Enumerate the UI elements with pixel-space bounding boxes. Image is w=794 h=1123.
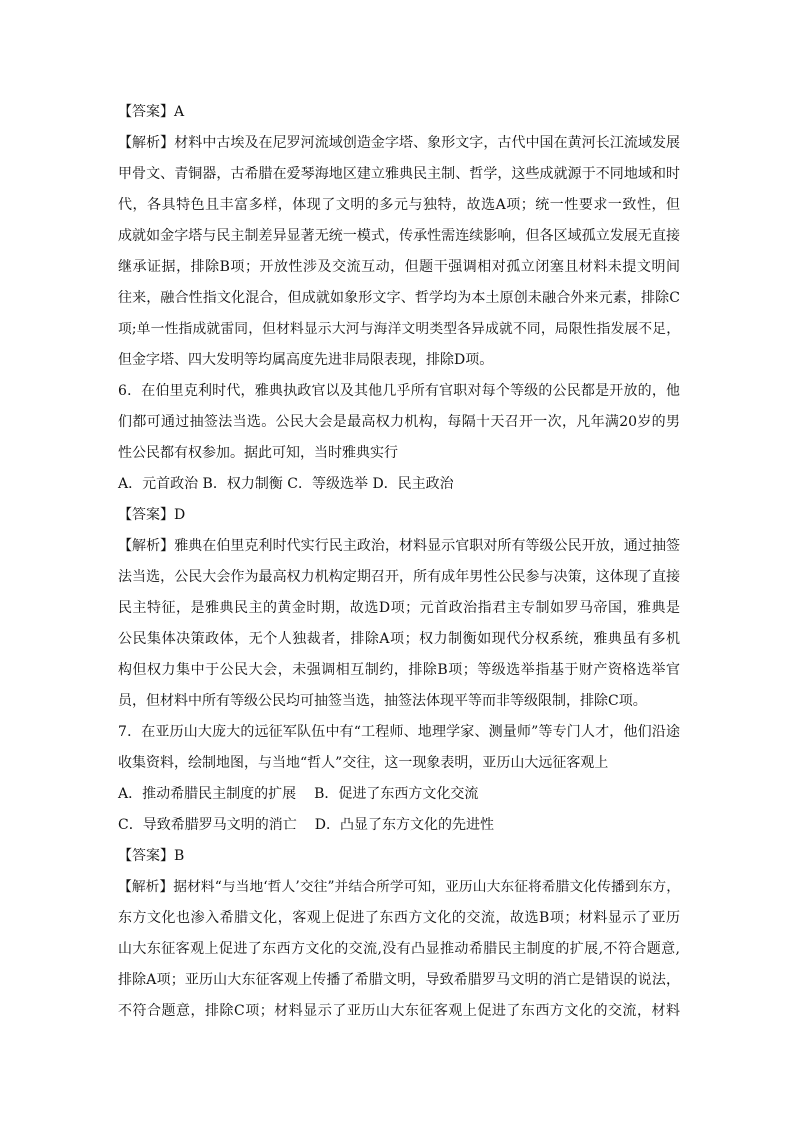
analysis-line: 法当选，公民大会作为最高权力机构定期召开，所有成年男性公民参与决策，这体现了直接 [118, 569, 680, 585]
option-c: C．导致希腊罗马文明的消亡 [118, 817, 297, 833]
analysis-line: 代，各具特色且丰富多样，体现了文明的多元与独特，故选A项；统一性要求一致性，但 [118, 197, 680, 213]
answer-line [118, 97, 680, 128]
analysis-text: 雅典在伯里克利时代实行民主政治，材料显示官职对所有等级公民开放，通过抽签 [174, 538, 681, 554]
question-stem-line: 收集资料，绘制地图，与当地“哲人”交往，这一现象表明，亚历山大远征客观上 [118, 755, 609, 771]
question-stem-line: 们都可通过抽签法当选。公民大会是最高权力机构，每隔十天召开一次，凡年满20岁的男 [118, 414, 680, 430]
analysis-line: 继承证据，排除B项；开放性涉及交流互动，但题干强调相对孤立闭塞且材料未提文明间 [118, 259, 680, 275]
analysis-text: 材料中古埃及在尼罗河流域创造金字塔、象形文字，古代中国在黄河长江流域发展 [174, 135, 681, 151]
analysis-line: 排除A项；亚历山大东征客观上传播了希腊文明，导致希腊罗马文明的消亡是错误的说法， [118, 972, 680, 988]
options-line [118, 779, 680, 810]
analysis-line: 成就如金字塔与民主制差异显著无统一模式，传承性需连续影响，但各区域孤立发展无直接 [118, 228, 680, 244]
options-line: A．元首政治 B．权力制衡 C．等级选举 D．民主政治 [118, 476, 454, 492]
analysis-text: 据材料“与当地‘哲人’交往”并结合所学可知，亚历山大东征将希腊文化传播到东方， [173, 879, 680, 895]
analysis-line: 公民集体决策政体，无个人独裁者，排除A项；权力制衡如现代分权系统，雅典虽有多机 [118, 631, 680, 647]
answer-label: 【答案】 [118, 104, 174, 120]
analysis-label: 【解析】 [118, 879, 174, 895]
analysis-line: 构但权力集中于公民大会，未强调相互制约，排除B项；等级选举指基于财产资格选举官 [118, 662, 680, 678]
answer-label: 【答案】 [118, 507, 174, 523]
analysis-label: 【解析】 [118, 538, 175, 554]
question-stem-line: 性公民都有权参加。据此可知，当时雅典实行 [118, 445, 398, 461]
question-stem-line: 6．在伯里克利时代，雅典执政官以及其他几乎所有官职对每个等级的公民都是开放的，他 [118, 383, 680, 399]
analysis-line [118, 128, 680, 159]
question-stem-line: 7．在亚历山大庞大的远征军队伍中有“工程师、地理学家、测量师”等专门人才，他们沿途 [118, 724, 680, 740]
option-b: B．促进了东西方文化交流 [314, 786, 479, 802]
analysis-line [118, 531, 680, 562]
analysis-line: 项;单一性指成就雷同，但材料显示大河与海洋文明类型各异成就不同，局限性指发展不足， [118, 321, 680, 337]
answer-line [118, 841, 680, 872]
analysis-line: 东方文化也渗入希腊文化，客观上促进了东西方文化的交流，故选B项；材料显示了亚历 [118, 910, 680, 926]
analysis-line: 往来，融合性指文化混合，但成就如象形文字、哲学均为本土原创未融合外来元素，排除C [118, 290, 680, 306]
option-d: D．凸显了东方文化的先进性 [314, 817, 494, 833]
options-line [118, 810, 680, 841]
answer-value: A [174, 104, 185, 120]
option-a: A．推动希腊民主制度的扩展 [118, 786, 297, 802]
document-page [118, 97, 680, 1027]
answer-label: 【答案】 [118, 848, 174, 864]
analysis-line: 但金字塔、四大发明等均属高度先进非局限表现，排除D项。 [118, 352, 494, 368]
analysis-label: 【解析】 [118, 135, 175, 151]
answer-value: B [174, 848, 185, 864]
answer-value: D [174, 507, 186, 523]
analysis-line: 民主特征，是雅典民主的黄金时期，故选D项；元首政治指君主专制如罗马帝国，雅典是 [118, 600, 680, 616]
answer-line [118, 500, 680, 531]
analysis-line: 甲骨文、青铜器，古希腊在爱琴海地区建立雅典民主制、哲学，这些成就源于不同地域和时 [118, 166, 680, 182]
analysis-line: 员，但材料中所有等级公民均可抽签当选，抽签法体现平等而非等级限制，排除C项。 [118, 693, 647, 709]
analysis-line: 山大东征客观上促进了东西方文化的交流,没有凸显推动希腊民主制度的扩展,不符合题意, [118, 941, 680, 957]
analysis-line [118, 872, 680, 903]
analysis-line: 不符合题意，排除C项；材料显示了亚历山大东征客观上促进了东西方文化的交流，材料 [118, 1003, 680, 1019]
